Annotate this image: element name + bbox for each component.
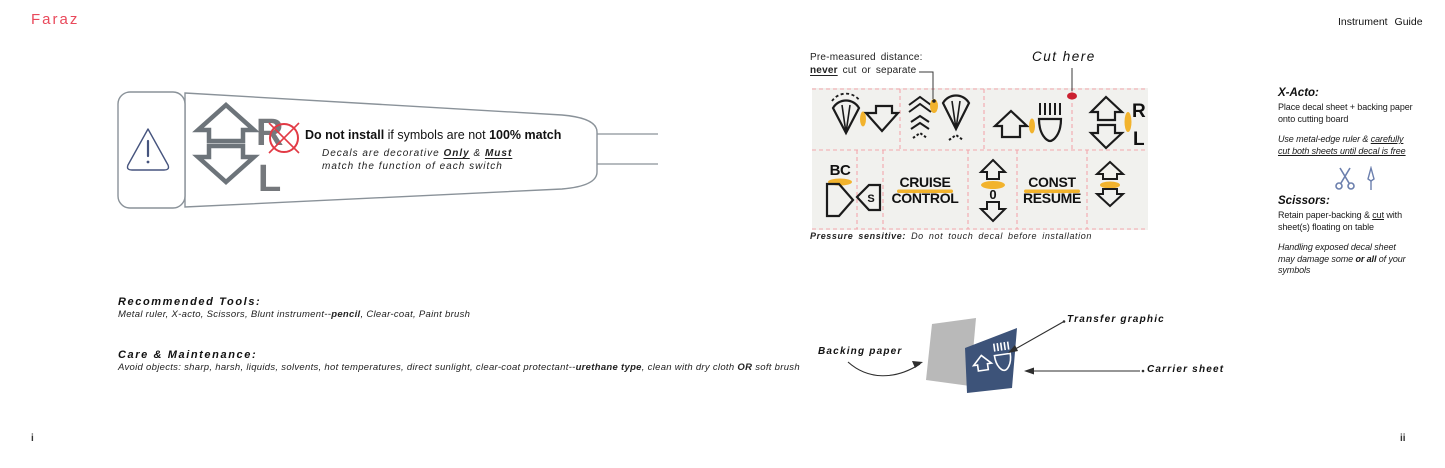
stalk-wires	[597, 134, 658, 164]
do-not-install-warning	[305, 128, 561, 142]
cruise-label: CRUISE	[899, 174, 951, 190]
pressure-label: Pressure sensitive:	[810, 231, 906, 241]
l-letter: L	[258, 158, 282, 200]
pressure-sensitive-note	[810, 231, 1092, 241]
tools-pre: Metal ruler, X-acto, Scissors, Blunt instrument--	[118, 309, 332, 320]
scissors-p2-post: of your symbols	[1278, 253, 1406, 275]
xacto-p2-line2: cut both sheets until decal is free	[1278, 145, 1406, 156]
decal-l-label: L	[1133, 129, 1144, 150]
note-pre: Decals are decorative	[322, 148, 444, 159]
premeasured-rest: cut or separate	[837, 65, 917, 76]
alignment-marker	[1029, 119, 1035, 134]
handling-caution	[1278, 242, 1414, 277]
bc-label: BC	[829, 162, 851, 179]
scissors-heading: Scissors:	[1278, 195, 1330, 207]
page-number-right: ii	[1400, 433, 1406, 444]
premeasured-note	[810, 51, 923, 77]
tools-post: , Clear-coat, Paint brush	[360, 309, 471, 320]
cutting-tools-icons	[1332, 166, 1382, 192]
decorative-note-line2: match the function of each switch	[322, 161, 503, 172]
premeasured-line1: Pre-measured distance:	[810, 52, 923, 63]
scissors-step	[1278, 210, 1414, 233]
alignment-marker	[860, 112, 866, 127]
decal-r-label: R	[1132, 101, 1145, 122]
page-number-left: i	[31, 433, 34, 444]
alignment-marker	[1100, 182, 1120, 189]
scissors-p1-pre: Retain paper-backing &	[1278, 210, 1373, 220]
brand-logo: Faraz	[31, 11, 80, 28]
warning-bold-2: 100% match	[489, 128, 562, 142]
tools-pencil: pencil	[331, 309, 361, 320]
care-list	[118, 362, 800, 373]
backing-paper-label: Backing paper	[818, 346, 903, 357]
xacto-knife-icon	[1368, 168, 1374, 190]
const-label: CONST	[1028, 174, 1076, 190]
transfer-graphic-label: Transfer graphic	[1067, 314, 1165, 325]
scissors-p1-post: with sheet(s) floating on table	[1278, 210, 1402, 232]
control-label: CONTROL	[891, 190, 959, 206]
scissors-p1-underline: cut	[1372, 210, 1384, 220]
care-or: OR	[737, 362, 753, 373]
never-word: never	[810, 65, 838, 76]
decorative-note-line1	[322, 148, 512, 159]
cut-here-marker-icon	[1067, 93, 1077, 100]
xacto-p2-pre: Use metal-edge ruler &	[1278, 134, 1371, 144]
page-title: Instrument Guide	[1338, 16, 1423, 28]
care-heading: Care & Maintenance:	[118, 349, 258, 361]
care-mid: , clean with dry cloth	[641, 362, 738, 373]
carrier-sheet-label: Carrier sheet	[1147, 364, 1225, 375]
resume-label: RESUME	[1022, 190, 1082, 206]
warning-bold-1: Do not install	[305, 128, 385, 142]
arrowhead	[912, 361, 923, 368]
xacto-caution	[1278, 134, 1414, 157]
pressure-rest: Do not touch decal before installation	[911, 231, 1092, 241]
warning-mid: if symbols are not	[384, 128, 490, 142]
scissors-p2-pre: Handling exposed decal sheet may damage some	[1278, 242, 1396, 264]
cutting-instructions	[1278, 87, 1414, 286]
xacto-p2-underline: carefully	[1370, 134, 1404, 144]
scissors-icon	[1336, 168, 1354, 189]
s-label: S	[867, 193, 875, 205]
care-pre: Avoid objects: sharp, harsh, liquids, solvents, hot temperatures, direct sunlight, clear-coat protectant--	[118, 362, 576, 373]
care-post: soft brush	[752, 362, 800, 373]
arrowhead	[1024, 368, 1034, 375]
r-letter: R	[256, 112, 282, 154]
premeasured-marker-dot	[932, 99, 936, 103]
note-only: Only	[443, 148, 470, 159]
scissors-p2-bold: or all	[1355, 253, 1377, 264]
note-must: Must	[484, 148, 513, 159]
note-amp: &	[469, 148, 485, 159]
alignment-marker	[1125, 112, 1132, 132]
xacto-heading: X-Acto:	[1278, 87, 1319, 99]
premeasured-line2	[810, 64, 923, 77]
care-urethane: urethane type	[575, 362, 642, 373]
xacto-step: Place decal sheet + backing paper onto cutting board	[1278, 102, 1413, 124]
tools-list	[118, 309, 470, 320]
cut-here-label: Cut here	[1032, 49, 1096, 64]
zero-label: 0	[989, 187, 997, 202]
tools-heading: Recommended Tools:	[118, 296, 262, 308]
